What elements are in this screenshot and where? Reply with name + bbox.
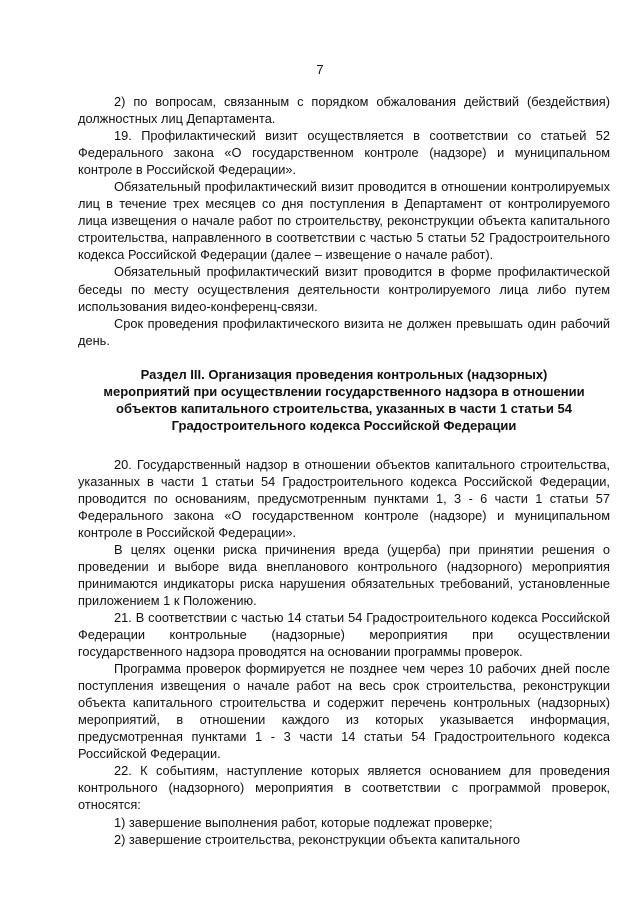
paragraph: 1) завершение выполнения работ, которые подлежат проверке; (114, 814, 493, 830)
paragraph: В целях оценки риска причинения вреда (ущерба) при принятии решения о проведении и выборе вида внепланового контрольного (надзорного) мероприятия принимаются индикаторы риска нарушения обязательных требований, установленные приложением 1 к Положению. (78, 541, 610, 608)
paragraph: Обязательный профилактический визит проводится в отношении контролируемых лиц в течение трех месяцев со дня поступления в Департамент от контролируемого лица извещения о начале работ по строительству, реконструкции объекта капитального строительства, направленного в соответствии с частью 5 статьи 52 Градостроительного кодекса Российской Федерации (далее – извещение о начале работ). (78, 179, 610, 263)
document-body (78, 93, 610, 848)
paragraph: 19. Профилактический визит осуществляется в соответствии со статьей 52 Федерального закона «О государственном контроле (надзоре) и муниципальном контроле в Российской Федерации». (78, 128, 610, 178)
section-title-line: Раздел III. Организация проведения контрольных (надзорных) (140, 366, 548, 382)
paragraph: 2) завершение строительства, реконструкции объекта капитального (114, 831, 520, 847)
paragraph: 2) по вопросам, связанным с порядком обжалования действий (бездействия) должностных лиц Департамента. (78, 94, 610, 127)
section-title (78, 366, 610, 435)
paragraph: Обязательный профилактический визит проводится в форме профилактической беседы по месту осуществления деятельности контролируемого лица либо путем использования видео-конференц-связи. (78, 264, 610, 314)
page-number: 7 (316, 62, 324, 77)
section-title-line: объектов капитального строительства, указанных в части 1 статьи 54 (116, 401, 572, 417)
paragraph: 20. Государственный надзор в отношении объектов капитального строительства, указанных в части 1 статьи 54 Градостроительного кодекса Российской Федерации, проводится по основаниям, предусмотренным пунктами 1, 3 - 6 части 1 статьи 57 Федерального закона «О государственном контроле (надзоре) и муниципальном контроле в Российской Федерации». (78, 456, 610, 540)
section-title-line: Градостроительного кодекса Российской Федерации (171, 418, 517, 434)
paragraph: 22. К событиям, наступление которых является основанием для проведения контрольного (надзорного) мероприятия в соответствии с программой проверок, относятся: (78, 763, 610, 813)
paragraph: 21. В соответствии с частью 14 статьи 54 Градостроительного кодекса Российской Федерации контрольные (надзорные) мероприятия при осуществлении государственного надзора проводятся на основании программы проверок. (78, 609, 610, 660)
paragraph: Срок проведения профилактического визита не должен превышать один рабочий день. (78, 315, 610, 348)
section-title-line: мероприятий при осуществлении государственного надзора в отношении (103, 383, 585, 399)
paragraph: Программа проверок формируется не позднее чем через 10 рабочих дней после поступления извещения о начале работ на весь срок строительства, реконструкции объекта капитального строительства и содержит перечень контрольных (надзорных) мероприятий, в отношении каждого из которых указывается информация, предусмотренная пунктами 1 - 3 части 14 статьи 54 Градостроительного кодекса Российской Федерации. (78, 661, 610, 762)
